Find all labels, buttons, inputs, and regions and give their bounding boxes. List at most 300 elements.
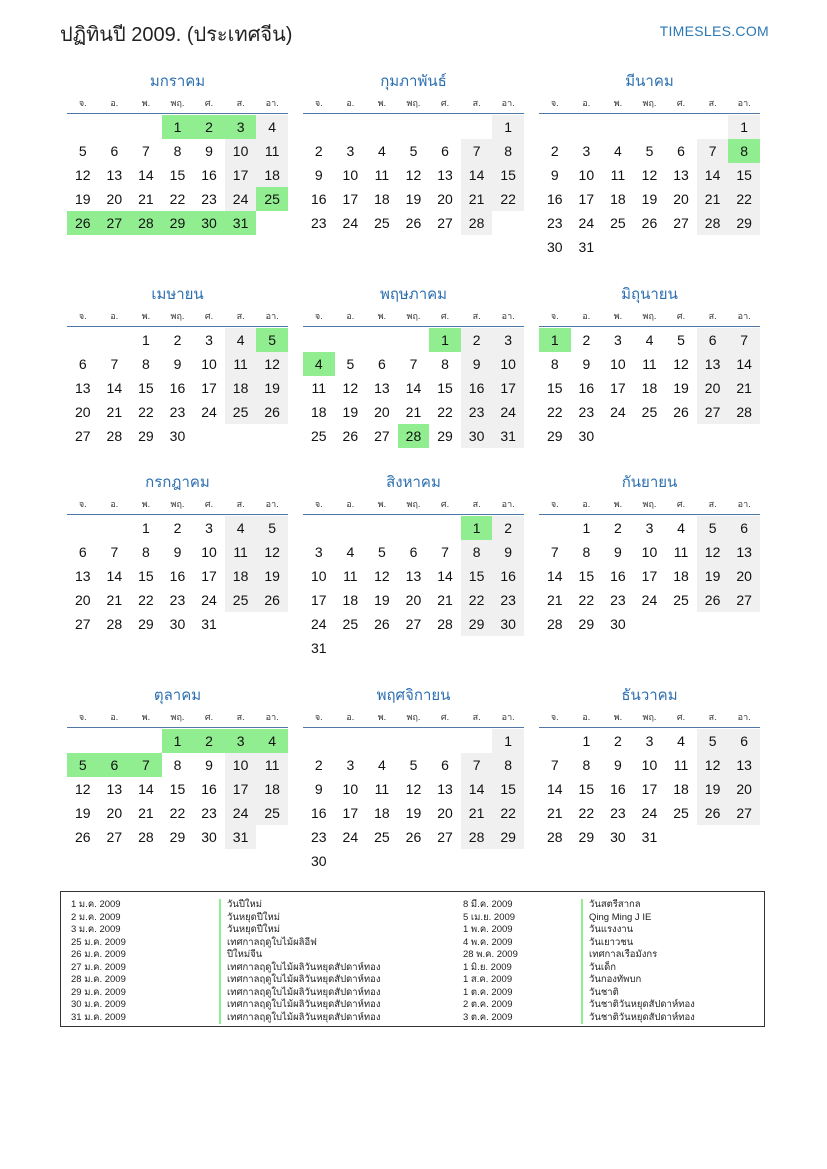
day-cell[interactable]: 16	[310, 191, 327, 207]
day-cell[interactable]: 23	[610, 592, 626, 608]
day-cell[interactable]: 13	[673, 167, 689, 183]
day-cell[interactable]: 14	[106, 568, 123, 584]
day-cell[interactable]: 25	[225, 588, 257, 612]
day-cell[interactable]: 7	[697, 139, 729, 163]
day-cell[interactable]: 5	[346, 356, 355, 372]
holiday-day-cell[interactable]: 7	[130, 753, 162, 777]
day-cell[interactable]: 8	[550, 356, 559, 372]
day-cell[interactable]: 26	[256, 588, 288, 612]
day-cell[interactable]: 6	[441, 757, 449, 773]
day-cell[interactable]: 11	[374, 167, 390, 183]
day-cell[interactable]: 10	[225, 139, 257, 163]
day-cell[interactable]: 21	[461, 187, 493, 211]
day-cell[interactable]: 21	[437, 592, 453, 608]
day-cell[interactable]: 15	[728, 163, 760, 187]
holiday-day-cell[interactable]: 1	[429, 328, 461, 352]
day-cell[interactable]: 14	[138, 781, 154, 797]
day-cell[interactable]: 17	[225, 777, 257, 801]
day-cell[interactable]: 11	[374, 781, 390, 797]
day-cell[interactable]: 16	[610, 781, 626, 797]
day-cell[interactable]: 23	[461, 400, 493, 424]
day-cell[interactable]: 30	[492, 612, 524, 636]
day-cell[interactable]: 3	[205, 520, 213, 536]
day-cell[interactable]: 18	[256, 777, 288, 801]
day-cell[interactable]: 26	[697, 801, 729, 825]
day-cell[interactable]: 27	[728, 588, 760, 612]
day-cell[interactable]: 26	[256, 400, 288, 424]
day-cell[interactable]: 28	[437, 616, 453, 632]
day-cell[interactable]: 21	[106, 592, 123, 608]
day-cell[interactable]: 22	[138, 592, 154, 608]
day-cell[interactable]: 2	[550, 143, 559, 159]
day-cell[interactable]: 16	[546, 191, 563, 207]
day-cell[interactable]: 27	[106, 829, 123, 845]
day-cell[interactable]: 3	[645, 733, 654, 749]
day-cell[interactable]: 28	[461, 825, 493, 849]
day-cell[interactable]: 22	[169, 805, 186, 821]
day-cell[interactable]: 2	[173, 332, 182, 348]
day-cell[interactable]: 28	[461, 211, 493, 235]
day-cell[interactable]: 25	[673, 592, 689, 608]
day-cell[interactable]: 19	[641, 191, 658, 207]
day-cell[interactable]: 10	[492, 352, 524, 376]
day-cell[interactable]: 3	[645, 520, 654, 536]
day-cell[interactable]: 18	[673, 781, 689, 797]
day-cell[interactable]: 15	[138, 568, 154, 584]
day-cell[interactable]: 16	[201, 167, 217, 183]
day-cell[interactable]: 1	[582, 733, 591, 749]
day-cell[interactable]: 4	[225, 516, 257, 540]
day-cell[interactable]: 2	[173, 520, 182, 536]
day-cell[interactable]: 29	[578, 829, 595, 845]
day-cell[interactable]: 7	[409, 356, 418, 372]
day-cell[interactable]: 5	[378, 544, 386, 560]
day-cell[interactable]: 14	[405, 380, 422, 396]
day-cell[interactable]: 22	[728, 187, 760, 211]
day-cell[interactable]: 10	[641, 757, 658, 773]
day-cell[interactable]: 20	[106, 805, 123, 821]
day-cell[interactable]: 20	[74, 404, 91, 420]
day-cell[interactable]: 14	[728, 352, 760, 376]
day-cell[interactable]: 11	[673, 757, 689, 773]
day-cell[interactable]: 13	[697, 352, 729, 376]
day-cell[interactable]: 4	[256, 115, 288, 139]
day-cell[interactable]: 14	[546, 568, 563, 584]
day-cell[interactable]: 16	[201, 781, 217, 797]
day-cell[interactable]: 18	[610, 191, 626, 207]
day-cell[interactable]: 7	[441, 544, 449, 560]
day-cell[interactable]: 18	[310, 404, 327, 420]
day-cell[interactable]: 3	[346, 143, 355, 159]
day-cell[interactable]: 9	[614, 544, 622, 560]
day-cell[interactable]: 15	[578, 568, 595, 584]
day-cell[interactable]: 28	[106, 616, 123, 632]
holiday-day-cell[interactable]: 2	[193, 115, 225, 139]
day-cell[interactable]: 21	[728, 376, 760, 400]
day-cell[interactable]: 24	[225, 187, 257, 211]
day-cell[interactable]: 20	[106, 191, 123, 207]
day-cell[interactable]: 9	[205, 143, 213, 159]
day-cell[interactable]: 17	[310, 592, 327, 608]
day-cell[interactable]: 24	[610, 404, 626, 420]
day-cell[interactable]: 4	[225, 328, 257, 352]
day-cell[interactable]: 29	[138, 428, 154, 444]
day-cell[interactable]: 17	[342, 191, 359, 207]
holiday-day-cell[interactable]: 26	[67, 211, 99, 235]
day-cell[interactable]: 12	[697, 540, 729, 564]
day-cell[interactable]: 11	[256, 753, 288, 777]
day-cell[interactable]: 13	[74, 568, 91, 584]
day-cell[interactable]: 5	[645, 143, 654, 159]
day-cell[interactable]: 14	[106, 380, 123, 396]
day-cell[interactable]: 22	[437, 404, 453, 420]
day-cell[interactable]: 10	[342, 781, 359, 797]
day-cell[interactable]: 13	[728, 540, 760, 564]
day-cell[interactable]: 7	[461, 753, 493, 777]
day-cell[interactable]: 13	[437, 781, 453, 797]
day-cell[interactable]: 30	[461, 424, 493, 448]
day-cell[interactable]: 30	[169, 616, 186, 632]
day-cell[interactable]: 21	[546, 805, 563, 821]
day-cell[interactable]: 10	[641, 544, 658, 560]
day-cell[interactable]: 4	[378, 757, 386, 773]
day-cell[interactable]: 15	[169, 167, 186, 183]
day-cell[interactable]: 10	[610, 356, 626, 372]
day-cell[interactable]: 12	[74, 167, 91, 183]
day-cell[interactable]: 12	[697, 753, 729, 777]
day-cell[interactable]: 14	[697, 163, 729, 187]
day-cell[interactable]: 21	[697, 187, 729, 211]
day-cell[interactable]: 25	[256, 801, 288, 825]
day-cell[interactable]: 22	[578, 592, 595, 608]
day-cell[interactable]: 23	[546, 215, 563, 231]
holiday-day-cell[interactable]: 1	[461, 516, 493, 540]
day-cell[interactable]: 4	[677, 733, 685, 749]
day-cell[interactable]: 18	[225, 376, 257, 400]
day-cell[interactable]: 1	[492, 729, 524, 753]
holiday-day-cell[interactable]: 1	[539, 328, 571, 352]
day-cell[interactable]: 17	[342, 805, 359, 821]
holiday-day-cell[interactable]: 29	[162, 211, 194, 235]
day-cell[interactable]: 17	[201, 568, 217, 584]
day-cell[interactable]: 8	[142, 544, 150, 560]
day-cell[interactable]: 6	[110, 143, 119, 159]
day-cell[interactable]: 20	[673, 191, 689, 207]
day-cell[interactable]: 19	[342, 404, 359, 420]
holiday-day-cell[interactable]: 28	[398, 424, 430, 448]
day-cell[interactable]: 23	[610, 805, 626, 821]
day-cell[interactable]: 22	[546, 404, 563, 420]
day-cell[interactable]: 17	[610, 380, 626, 396]
day-cell[interactable]: 29	[728, 211, 760, 235]
day-cell[interactable]: 12	[374, 568, 390, 584]
day-cell[interactable]: 28	[728, 400, 760, 424]
holiday-day-cell[interactable]: 8	[728, 139, 760, 163]
day-cell[interactable]: 19	[374, 592, 390, 608]
day-cell[interactable]: 14	[437, 568, 453, 584]
day-cell[interactable]: 28	[546, 616, 563, 632]
day-cell[interactable]: 18	[673, 568, 689, 584]
day-cell[interactable]: 21	[106, 404, 123, 420]
day-cell[interactable]: 2	[461, 328, 493, 352]
day-cell[interactable]: 31	[225, 825, 257, 849]
holiday-day-cell[interactable]: 3	[225, 729, 257, 753]
day-cell[interactable]: 29	[461, 612, 493, 636]
day-cell[interactable]: 28	[546, 829, 563, 845]
day-cell[interactable]: 17	[201, 380, 217, 396]
day-cell[interactable]: 7	[110, 544, 119, 560]
day-cell[interactable]: 30	[201, 829, 217, 845]
day-cell[interactable]: 1	[728, 115, 760, 139]
day-cell[interactable]: 8	[492, 139, 524, 163]
day-cell[interactable]: 6	[728, 729, 760, 753]
day-cell[interactable]: 27	[374, 428, 390, 444]
day-cell[interactable]: 25	[225, 400, 257, 424]
brand-link[interactable]: TIMESLES.COM	[659, 23, 769, 39]
day-cell[interactable]: 8	[582, 757, 591, 773]
day-cell[interactable]: 25	[610, 215, 626, 231]
day-cell[interactable]: 26	[342, 428, 359, 444]
day-cell[interactable]: 21	[138, 805, 154, 821]
day-cell[interactable]: 3	[614, 332, 622, 348]
day-cell[interactable]: 28	[106, 428, 123, 444]
day-cell[interactable]: 31	[492, 424, 524, 448]
day-cell[interactable]: 30	[546, 239, 563, 255]
day-cell[interactable]: 6	[409, 544, 418, 560]
day-cell[interactable]: 3	[346, 757, 355, 773]
day-cell[interactable]: 1	[142, 332, 150, 348]
day-cell[interactable]: 6	[378, 356, 386, 372]
day-cell[interactable]: 11	[225, 540, 257, 564]
day-cell[interactable]: 23	[492, 588, 524, 612]
day-cell[interactable]: 26	[405, 829, 422, 845]
day-cell[interactable]: 2	[614, 520, 622, 536]
day-cell[interactable]: 5	[409, 143, 418, 159]
day-cell[interactable]: 12	[405, 167, 422, 183]
day-cell[interactable]: 15	[546, 380, 563, 396]
day-cell[interactable]: 24	[492, 400, 524, 424]
day-cell[interactable]: 22	[461, 588, 493, 612]
day-cell[interactable]: 7	[550, 757, 559, 773]
day-cell[interactable]: 16	[461, 376, 493, 400]
day-cell[interactable]: 24	[201, 404, 217, 420]
day-cell[interactable]: 7	[728, 328, 760, 352]
day-cell[interactable]: 19	[673, 380, 689, 396]
day-cell[interactable]: 15	[492, 777, 524, 801]
day-cell[interactable]: 4	[614, 143, 622, 159]
day-cell[interactable]: 23	[201, 805, 217, 821]
day-cell[interactable]: 19	[74, 805, 91, 821]
day-cell[interactable]: 6	[441, 143, 449, 159]
day-cell[interactable]: 29	[546, 428, 563, 444]
day-cell[interactable]: 25	[673, 805, 689, 821]
day-cell[interactable]: 13	[106, 781, 123, 797]
day-cell[interactable]: 12	[256, 352, 288, 376]
day-cell[interactable]: 26	[673, 404, 689, 420]
day-cell[interactable]: 9	[582, 356, 591, 372]
day-cell[interactable]: 13	[74, 380, 91, 396]
day-cell[interactable]: 15	[138, 380, 154, 396]
day-cell[interactable]: 9	[461, 352, 493, 376]
day-cell[interactable]: 20	[437, 805, 453, 821]
day-cell[interactable]: 19	[256, 564, 288, 588]
day-cell[interactable]: 12	[641, 167, 658, 183]
day-cell[interactable]: 28	[697, 211, 729, 235]
day-cell[interactable]: 14	[138, 167, 154, 183]
day-cell[interactable]: 24	[310, 616, 327, 632]
day-cell[interactable]: 27	[74, 428, 91, 444]
day-cell[interactable]: 18	[641, 380, 658, 396]
day-cell[interactable]: 16	[578, 380, 595, 396]
day-cell[interactable]: 15	[492, 163, 524, 187]
day-cell[interactable]: 18	[374, 805, 390, 821]
day-cell[interactable]: 1	[142, 520, 150, 536]
day-cell[interactable]: 24	[641, 592, 658, 608]
holiday-day-cell[interactable]: 31	[225, 211, 257, 235]
day-cell[interactable]: 12	[405, 781, 422, 797]
day-cell[interactable]: 6	[697, 328, 729, 352]
day-cell[interactable]: 2	[582, 332, 591, 348]
day-cell[interactable]: 3	[314, 544, 323, 560]
day-cell[interactable]: 21	[138, 191, 154, 207]
day-cell[interactable]: 19	[697, 777, 729, 801]
day-cell[interactable]: 24	[641, 805, 658, 821]
day-cell[interactable]: 16	[610, 568, 626, 584]
day-cell[interactable]: 24	[201, 592, 217, 608]
holiday-day-cell[interactable]: 6	[99, 753, 131, 777]
day-cell[interactable]: 29	[578, 616, 595, 632]
day-cell[interactable]: 24	[578, 215, 595, 231]
day-cell[interactable]: 29	[437, 428, 453, 444]
day-cell[interactable]: 20	[697, 376, 729, 400]
day-cell[interactable]: 10	[225, 753, 257, 777]
day-cell[interactable]: 29	[169, 829, 186, 845]
day-cell[interactable]: 9	[614, 757, 622, 773]
day-cell[interactable]: 25	[342, 616, 359, 632]
day-cell[interactable]: 20	[74, 592, 91, 608]
day-cell[interactable]: 17	[492, 376, 524, 400]
day-cell[interactable]: 31	[641, 829, 658, 845]
day-cell[interactable]: 5	[697, 516, 729, 540]
day-cell[interactable]: 31	[578, 239, 595, 255]
day-cell[interactable]: 2	[314, 143, 323, 159]
day-cell[interactable]: 4	[677, 520, 685, 536]
day-cell[interactable]: 25	[374, 829, 390, 845]
day-cell[interactable]: 13	[728, 753, 760, 777]
day-cell[interactable]: 31	[310, 640, 327, 656]
day-cell[interactable]: 6	[78, 356, 87, 372]
day-cell[interactable]: 4	[645, 332, 654, 348]
day-cell[interactable]: 24	[342, 215, 359, 231]
day-cell[interactable]: 15	[169, 781, 186, 797]
day-cell[interactable]: 15	[578, 781, 595, 797]
day-cell[interactable]: 18	[256, 163, 288, 187]
day-cell[interactable]: 11	[343, 568, 358, 584]
day-cell[interactable]: 26	[74, 829, 91, 845]
day-cell[interactable]: 30	[310, 853, 327, 869]
holiday-day-cell[interactable]: 4	[256, 729, 288, 753]
day-cell[interactable]: 22	[578, 805, 595, 821]
day-cell[interactable]: 24	[225, 801, 257, 825]
day-cell[interactable]: 27	[673, 215, 689, 231]
day-cell[interactable]: 19	[405, 805, 422, 821]
day-cell[interactable]: 25	[310, 428, 327, 444]
holiday-day-cell[interactable]: 5	[67, 753, 99, 777]
day-cell[interactable]: 7	[142, 143, 150, 159]
day-cell[interactable]: 18	[342, 592, 359, 608]
day-cell[interactable]: 20	[374, 404, 390, 420]
day-cell[interactable]: 23	[201, 191, 217, 207]
day-cell[interactable]: 16	[169, 380, 186, 396]
day-cell[interactable]: 20	[405, 592, 422, 608]
day-cell[interactable]: 17	[578, 191, 595, 207]
day-cell[interactable]: 8	[441, 356, 449, 372]
day-cell[interactable]: 9	[173, 356, 182, 372]
day-cell[interactable]: 4	[378, 143, 386, 159]
day-cell[interactable]: 2	[492, 516, 524, 540]
day-cell[interactable]: 10	[578, 167, 595, 183]
day-cell[interactable]: 19	[256, 376, 288, 400]
day-cell[interactable]: 17	[225, 163, 257, 187]
day-cell[interactable]: 9	[173, 544, 182, 560]
day-cell[interactable]: 5	[409, 757, 418, 773]
day-cell[interactable]: 23	[169, 404, 186, 420]
day-cell[interactable]: 5	[256, 516, 288, 540]
day-cell[interactable]: 8	[492, 753, 524, 777]
day-cell[interactable]: 30	[578, 428, 595, 444]
holiday-day-cell[interactable]: 27	[99, 211, 131, 235]
day-cell[interactable]: 3	[582, 143, 591, 159]
holiday-day-cell[interactable]: 30	[193, 211, 225, 235]
day-cell[interactable]: 22	[492, 187, 524, 211]
day-cell[interactable]: 18	[374, 191, 390, 207]
day-cell[interactable]: 14	[461, 777, 493, 801]
day-cell[interactable]: 8	[582, 544, 591, 560]
day-cell[interactable]: 23	[310, 829, 327, 845]
day-cell[interactable]: 13	[374, 380, 390, 396]
day-cell[interactable]: 5	[677, 332, 685, 348]
day-cell[interactable]: 7	[461, 139, 493, 163]
day-cell[interactable]: 19	[697, 564, 729, 588]
day-cell[interactable]: 18	[225, 564, 257, 588]
day-cell[interactable]: 3	[205, 332, 213, 348]
day-cell[interactable]: 29	[138, 616, 154, 632]
day-cell[interactable]: 8	[173, 757, 182, 773]
day-cell[interactable]: 27	[437, 829, 453, 845]
day-cell[interactable]: 16	[310, 805, 327, 821]
day-cell[interactable]: 9	[205, 757, 213, 773]
day-cell[interactable]: 5	[697, 729, 729, 753]
day-cell[interactable]: 27	[405, 616, 422, 632]
day-cell[interactable]: 27	[437, 215, 453, 231]
day-cell[interactable]: 19	[405, 191, 422, 207]
day-cell[interactable]: 22	[138, 404, 154, 420]
day-cell[interactable]: 28	[138, 829, 154, 845]
day-cell[interactable]: 14	[546, 781, 563, 797]
holiday-day-cell[interactable]: 5	[256, 328, 288, 352]
day-cell[interactable]: 26	[641, 215, 658, 231]
day-cell[interactable]: 21	[405, 404, 422, 420]
day-cell[interactable]: 5	[78, 143, 87, 159]
day-cell[interactable]: 8	[173, 143, 182, 159]
holiday-day-cell[interactable]: 2	[193, 729, 225, 753]
day-cell[interactable]: 10	[201, 544, 217, 560]
day-cell[interactable]: 13	[405, 568, 422, 584]
day-cell[interactable]: 31	[201, 616, 217, 632]
day-cell[interactable]: 26	[374, 616, 390, 632]
day-cell[interactable]: 9	[314, 781, 323, 797]
day-cell[interactable]: 22	[492, 801, 524, 825]
